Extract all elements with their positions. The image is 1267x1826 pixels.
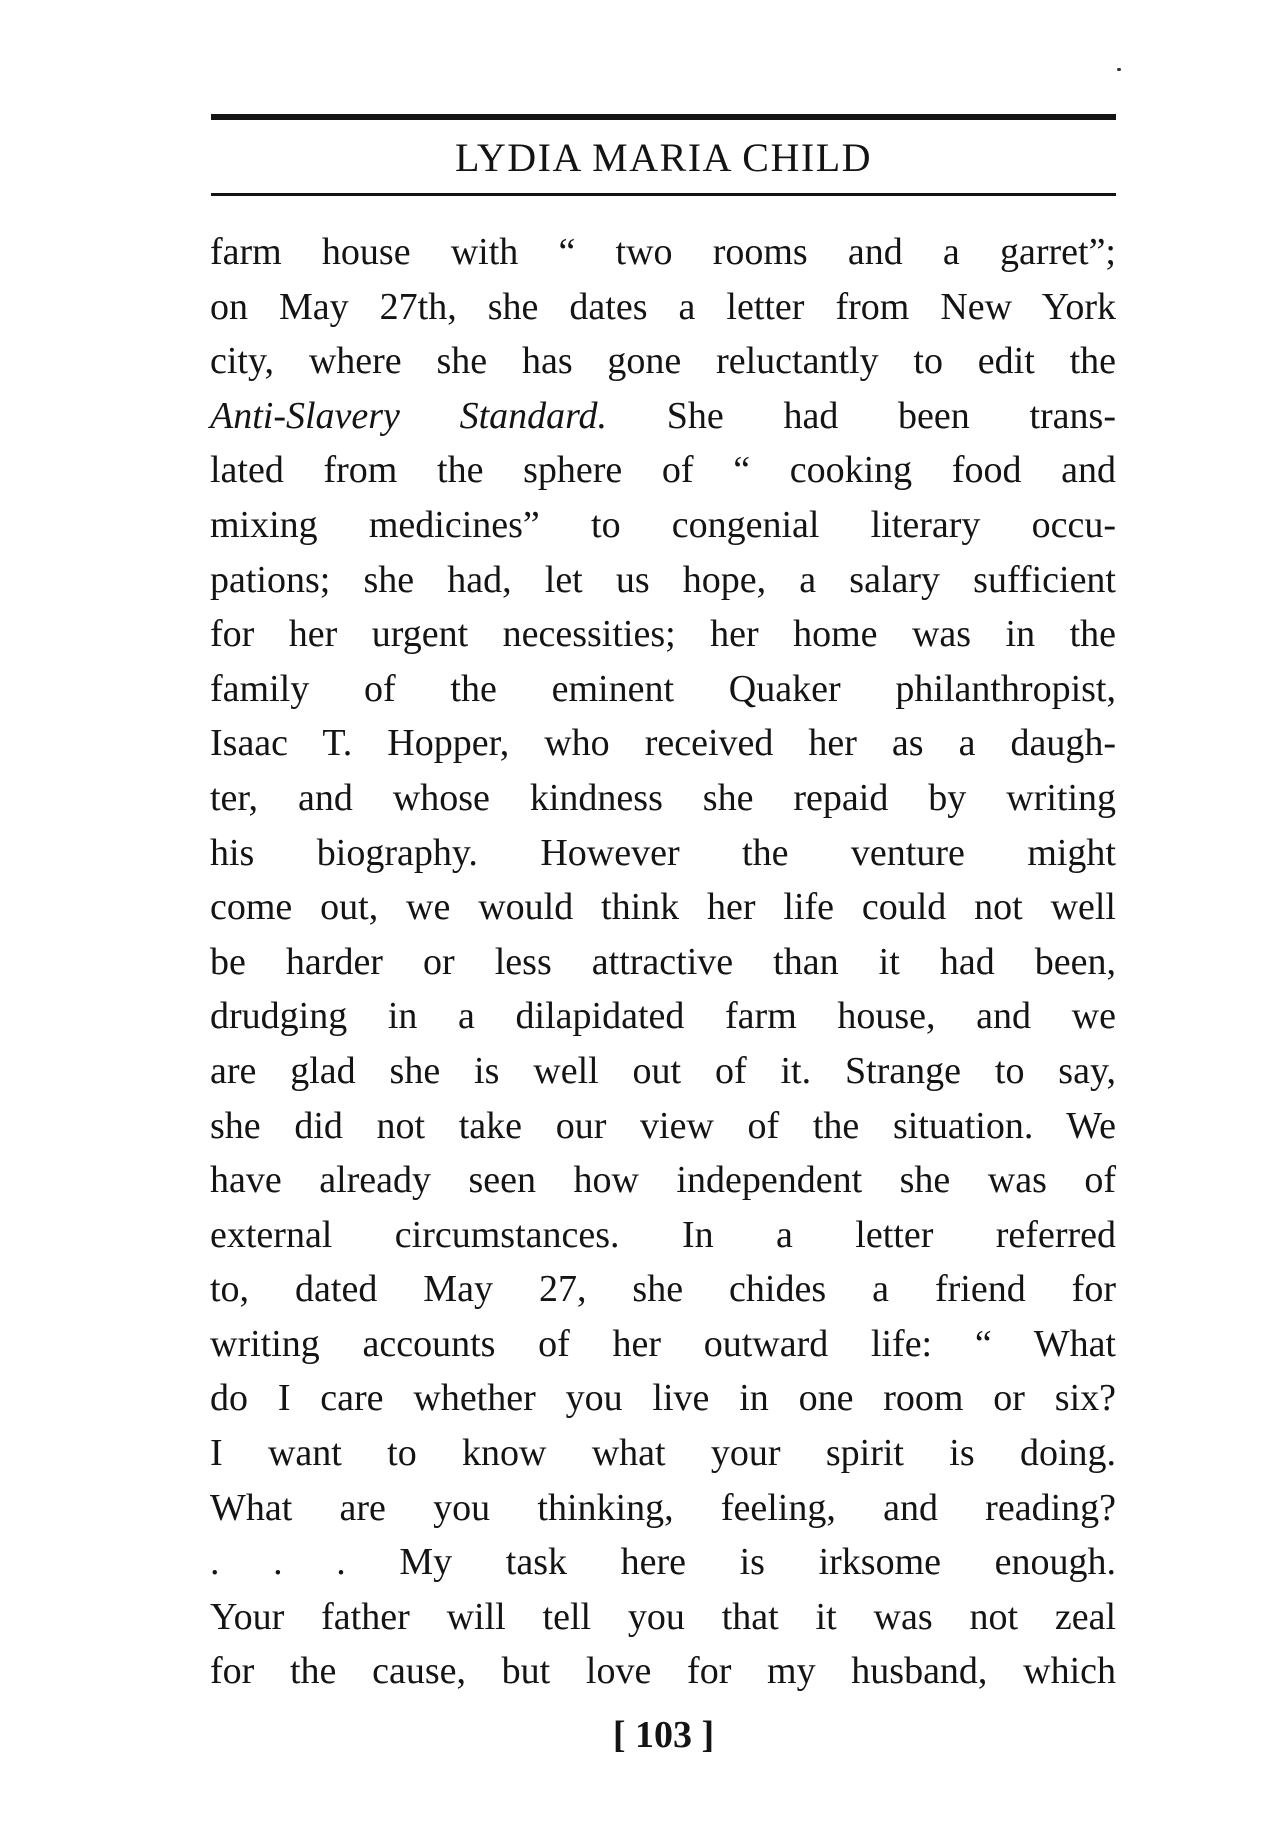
- italic-title: Anti-Slavery Standard.: [210, 394, 608, 437]
- text-line: [210, 989, 1116, 1044]
- text-line: [210, 1590, 1116, 1645]
- text-line-words: to, dated May 27, she chides a friend for: [210, 1268, 1116, 1311]
- text-line-words: be harder or less attractive than it had been,: [210, 940, 1116, 983]
- text-line-words: I want to know what your spirit is doing.: [210, 1432, 1116, 1475]
- text-line: [210, 826, 1116, 881]
- text-line: [210, 771, 1116, 826]
- text-line-content: [210, 1426, 1116, 1481]
- text-line-words: mixing medicines” to congenial literary occu-: [210, 503, 1116, 546]
- page-number: [ 103 ]: [612, 1714, 715, 1756]
- text-line-words: come out, we would think her life could not well: [210, 886, 1116, 929]
- text-line-content: [210, 880, 1116, 935]
- text-line-content: [210, 225, 1116, 280]
- text-line-words: Isaac T. Hopper, who received her as a daugh-: [210, 722, 1116, 765]
- text-line-content: [210, 334, 1116, 389]
- text-line: [210, 334, 1116, 389]
- text-line-words: she did not take our view of the situation. We: [210, 1104, 1116, 1147]
- running-head: LYDIA MARIA CHILD: [454, 135, 873, 180]
- text-line-words: for her urgent necessities; her home was in the: [210, 613, 1116, 656]
- text-line-words: writing accounts of her outward life: “ What: [210, 1322, 1116, 1365]
- text-line: [210, 1044, 1116, 1099]
- text-line: [210, 880, 1116, 935]
- text-line-content: [210, 1153, 1116, 1208]
- text-line-words: pations; she had, let us hope, a salary sufficient: [210, 558, 1116, 601]
- text-line-content: [210, 662, 1116, 717]
- text-line-words: . . . My task here is irksome enough.: [210, 1541, 1116, 1584]
- text-line: [210, 1317, 1116, 1372]
- text-line-words: his biography. However the venture might: [210, 831, 1116, 874]
- text-line-words: on May 27th, she dates a letter from New York: [210, 285, 1116, 328]
- text-line: [210, 1153, 1116, 1208]
- ink-speck: [1117, 68, 1121, 71]
- text-line: [210, 716, 1116, 771]
- header-rule-bottom: [211, 193, 1116, 196]
- text-line: [210, 1644, 1116, 1699]
- text-line: [210, 662, 1116, 717]
- text-line-content: [210, 443, 1116, 498]
- text-line: [210, 1208, 1116, 1263]
- text-line-content: [210, 1099, 1116, 1154]
- text-line-content: [210, 826, 1116, 881]
- text-line: [210, 935, 1116, 990]
- text-line-content: [210, 1590, 1116, 1645]
- text-line-content: [210, 1317, 1116, 1372]
- text-line: [210, 1099, 1116, 1154]
- text-line-words: Your father will tell you that it was not zeal: [210, 1595, 1116, 1638]
- text-line-words: city, where she has gone reluctantly to edit the: [210, 340, 1116, 383]
- text-line-content: [210, 1262, 1116, 1317]
- text-line: [210, 1535, 1116, 1590]
- text-line-words: She had been trans-: [666, 394, 1116, 437]
- text-line-words: are glad she is well out of it. Strange to say,: [210, 1049, 1116, 1092]
- text-line: [210, 607, 1116, 662]
- text-line-content: [210, 716, 1116, 771]
- text-line: [210, 389, 1116, 444]
- text-line-words: lated from the sphere of “ cooking food and: [210, 449, 1116, 492]
- text-line-words: drudging in a dilapidated farm house, and we: [210, 995, 1116, 1038]
- text-line: [210, 1426, 1116, 1481]
- header-rule-top: [211, 114, 1116, 120]
- text-line-content: [210, 1044, 1116, 1099]
- text-line-words: farm house with “ two rooms and a garret”;: [210, 231, 1116, 273]
- text-line-content: [210, 607, 1116, 662]
- text-line-content: [210, 1208, 1116, 1263]
- text-line: [210, 553, 1116, 608]
- text-line: [210, 443, 1116, 498]
- text-line: [210, 498, 1116, 553]
- text-line-words: ter, and whose kindness she repaid by writing: [210, 776, 1116, 819]
- text-line: [210, 225, 1116, 280]
- text-line-content: [210, 280, 1116, 335]
- text-line-words: external circumstances. In a letter referred: [210, 1213, 1116, 1256]
- text-line-content: [210, 1644, 1116, 1699]
- text-line-content: [210, 498, 1116, 553]
- body-text: [210, 225, 1116, 1699]
- text-line-words: have already seen how independent she was of: [210, 1159, 1116, 1202]
- text-line-content: [210, 989, 1116, 1044]
- text-line: [210, 1481, 1116, 1536]
- text-line-words: What are you thinking, feeling, and reading?: [210, 1486, 1116, 1529]
- text-line-content: [210, 771, 1116, 826]
- text-line-words: family of the eminent Quaker philanthropist,: [210, 667, 1116, 710]
- text-line-content: [210, 1481, 1116, 1536]
- text-line: [210, 1262, 1116, 1317]
- text-line-content: [210, 1535, 1116, 1590]
- text-line: [210, 280, 1116, 335]
- text-line-content: [210, 389, 1116, 444]
- text-line: [210, 1371, 1116, 1426]
- text-line-words: do I care whether you live in one room or six?: [210, 1377, 1116, 1420]
- text-line-content: [210, 1371, 1116, 1426]
- text-line-content: [210, 553, 1116, 608]
- text-line-content: [210, 935, 1116, 990]
- text-line-words: for the cause, but love for my husband, which: [210, 1650, 1116, 1693]
